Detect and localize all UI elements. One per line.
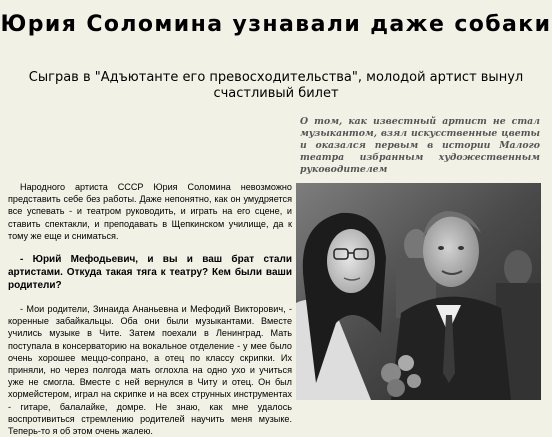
interview-question: - Юрий Мефодьевич, и вы и ваш брат стали артистами. Откуда такая тяга к театру? Кем были ваши родители? (8, 254, 292, 292)
article-body (8, 181, 292, 437)
article-photo (296, 183, 541, 400)
body-paragraph: Народного артиста СССР Юрия Соломина невозможно представить себе без работы. Даже непонятно, как он умудряется все успевать - и театром руководить, и играть на его сцене, и ставить спектакли, и преподавать в Щепкинском училище, да к тому же еще и сниматься. (8, 182, 292, 241)
article-subheadline: Сыграв в "Адъютанте его превосходительства", молодой артист вынул счастливый билет (28, 70, 524, 101)
article-headline: Юрия Соломина узнавали даже собаки (0, 12, 552, 37)
body-paragraph: - Мои родители, Зинаида Ананьевна и Мефодий Викторович, - коренные забайкальцы. Оба они были музыкантами. Вместе учились музыке в Чите. Затем поехали в Ленинград. Мать поступала в консерваторию на вокальное отделение - у мее было очень хорошее меццо-сопрано, а отец по классу скрипки. Их приняли, но через полгода мать оглохла на одно ухо и учиться уже не смогла. Вместе с ней вернулся в Читу и отец. Он был хормейстером, играл на скрипке и на всех струнных инструментах - гитаре, балалайке, домре. Не знаю, как мне удалось воспротивиться стремлению родителей научить меня музыке. Теперь-то я об этом очень жалею. (8, 304, 292, 437)
article-lead: О том, как известный артист не стал музыкантом, взял искусственные цветы и оказался первым в истории Малого театра избранным художественным руководителем (300, 116, 540, 175)
photo-illustration (296, 183, 541, 400)
